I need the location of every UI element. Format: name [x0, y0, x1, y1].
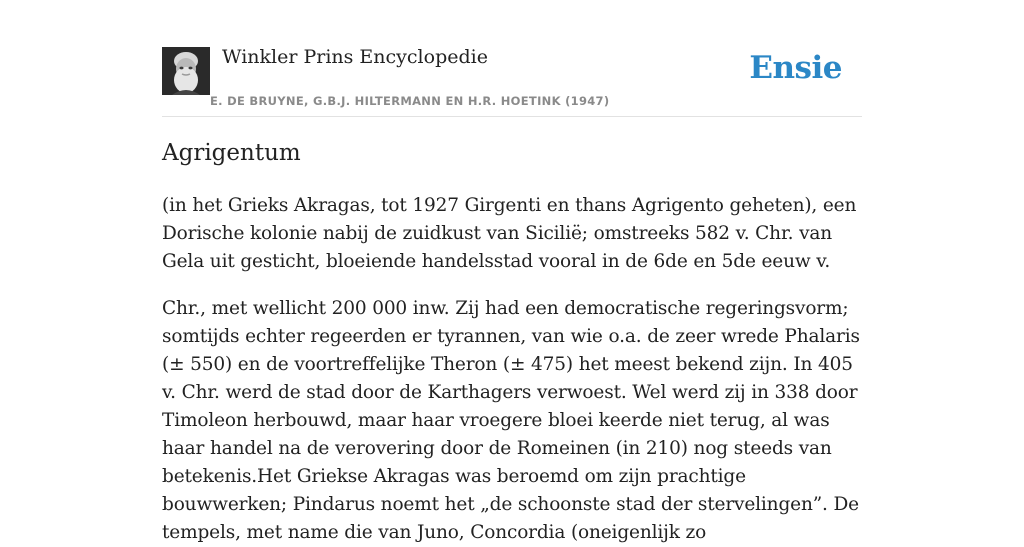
entry-title: Agrigentum	[162, 140, 301, 166]
bearded-man-portrait-icon	[162, 47, 210, 95]
authors-line: E. DE BRUYNE, G.B.J. HILTERMANN EN H.R. HOETINK (1947)	[210, 94, 610, 108]
header	[162, 0, 862, 117]
brand-logo[interactable]: Ensie	[749, 50, 842, 86]
author-avatar[interactable]	[162, 47, 210, 95]
page	[162, 0, 862, 543]
entry-paragraph-1: (in het Grieks Akragas, tot 1927 Girgenti en thans Agrigento geheten), een Dorische kolonie nabij de zuidkust van Sicilië; omstreeks 582 v. Chr. van Gela uit gesticht, bloeiende handelsstad vooral in de 6de en 5de eeuw v.	[162, 195, 857, 272]
book-title[interactable]: Winkler Prins Encyclopedie	[222, 46, 488, 68]
entry-paragraph-2: Chr., met wellicht 200 000 inw. Zij had een democratische regeringsvorm; somtijds echter regeerden er tyrannen, van wie o.a. de zeer wrede Phalaris (± 550) en de voortreffelijke Theron (± 475) het meest bekend zijn. In 405 v. Chr. werd de stad door de Karthagers verwoest. Wel werd zij in 338 door Timoleon herbouwd, maar haar vroegere bloei keerde niet terug, al was haar handel na de verovering door de Romeinen (in 210) nog steeds van betekenis.Het Griekse Akragas was beroemd om zijn prachtige bouwwerken; Pindarus noemt het „de schoonste stad der stervelingen”. De tempels, met name die van Juno, Concordia (oneigenlijk zo	[162, 298, 860, 543]
